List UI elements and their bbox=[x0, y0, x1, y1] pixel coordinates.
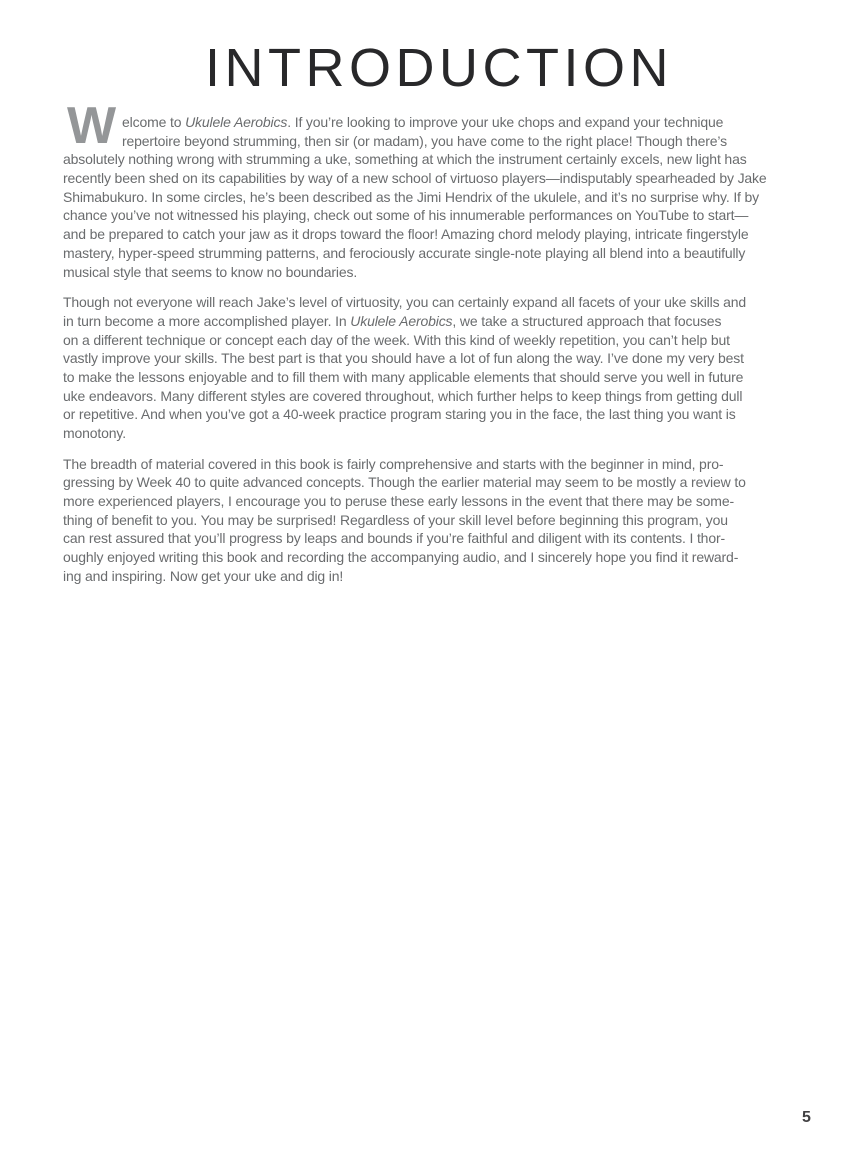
text-segment: vastly improve your skills. The best part is that you should have a lot of fun along the way. I’ve done my very best bbox=[63, 350, 744, 367]
text-segment: repertoire beyond strumming, then sir (or madam), you have come to the right place! Though there’s bbox=[122, 132, 727, 149]
text-segment: . If you’re looking to improve your uke chops and expand your technique bbox=[287, 114, 724, 130]
book-title-italic: Ukulele Aerobics bbox=[185, 114, 288, 130]
paragraph bbox=[63, 455, 815, 586]
text-line bbox=[63, 387, 815, 406]
text-line bbox=[63, 113, 815, 132]
text-segment: ing and inspiring. Now get your uke and dig in! bbox=[63, 567, 344, 584]
text-segment: more experienced players, I encourage you to peruse these early lessons in the event that there may be some- bbox=[63, 493, 734, 510]
text-segment: and be prepared to catch your jaw as it drops toward the floor! Amazing chord melody playing, intricate fingerstyle bbox=[63, 226, 749, 243]
text-line bbox=[63, 169, 815, 188]
text-line bbox=[63, 492, 815, 511]
text-segment: gressing by Week 40 to quite advanced concepts. Though the earlier material may seem to be mostly a review to bbox=[63, 474, 746, 491]
text-segment: recently been shed on its capabilities by way of a new school of virtuoso players—indisputably spearheaded by Jake bbox=[63, 170, 767, 187]
text-line bbox=[63, 312, 815, 331]
text-line bbox=[63, 529, 815, 548]
text-segment: or repetitive. And when you’ve got a 40-week practice program staring you in the face, the last thing you want is bbox=[63, 406, 736, 423]
text-line bbox=[63, 405, 815, 424]
body-text bbox=[63, 96, 815, 586]
text-segment: musical style that seems to know no boundaries. bbox=[63, 263, 358, 280]
text-line bbox=[63, 293, 815, 312]
page-number: 5 bbox=[802, 1109, 811, 1126]
page-content bbox=[63, 0, 815, 598]
text-line bbox=[63, 225, 815, 244]
text-line bbox=[63, 511, 815, 530]
text-line bbox=[63, 349, 815, 368]
text-line bbox=[63, 548, 815, 567]
text-line bbox=[63, 244, 815, 263]
text-line bbox=[63, 206, 815, 225]
text-line bbox=[63, 424, 815, 443]
text-segment: elcome to bbox=[122, 114, 186, 130]
text-segment: Shimabukuro. In some circles, he’s been described as the Jimi Hendrix of the ukulele, and it’s no surprise why. If by bbox=[63, 188, 760, 205]
text-segment: The breadth of material covered in this book is fairly comprehensive and starts with the beginner in mind, pro- bbox=[63, 455, 724, 472]
text-segment: thing of benefit to you. You may be surprised! Regardless of your skill level before beginning this program, you bbox=[63, 511, 728, 528]
text-segment: oughly enjoyed writing this book and recording the accompanying audio, and I sincerely hope you find it reward- bbox=[63, 549, 739, 566]
paragraph bbox=[63, 293, 815, 443]
text-line bbox=[63, 567, 815, 586]
text-line bbox=[63, 331, 815, 350]
text-line bbox=[63, 188, 815, 207]
text-segment: can rest assured that you’ll progress by leaps and bounds if you’re faithful and diligent with its contents. I thor- bbox=[63, 530, 725, 547]
book-title-italic: Ukulele Aerobics bbox=[350, 312, 453, 329]
text-segment: mastery, hyper-speed strumming patterns, and ferociously accurate single-note playing all blend into a beautifully bbox=[63, 244, 746, 261]
text-segment: Though not everyone will reach Jake’s level of virtuosity, you can certainly expand all facets of your uke skills and bbox=[63, 294, 747, 311]
text-line bbox=[63, 263, 815, 282]
text-segment: , we take a structured approach that focuses bbox=[452, 312, 722, 329]
paragraph bbox=[63, 96, 815, 281]
drop-cap: W bbox=[67, 96, 117, 155]
text-line bbox=[63, 473, 815, 492]
text-line bbox=[63, 368, 815, 387]
text-segment: uke endeavors. Many different styles are covered throughout, which further helps to keep things from getting dull bbox=[63, 387, 743, 404]
text-line bbox=[63, 150, 815, 169]
text-line bbox=[63, 132, 815, 151]
text-segment: on a different technique or concept each day of the week. With this kind of weekly repetition, you can’t help but bbox=[63, 331, 730, 348]
page-title: INTRODUCTION bbox=[205, 38, 673, 98]
text-segment: absolutely nothing wrong with strumming a uke, something at which the instrument certainly excels, new light has bbox=[63, 151, 747, 168]
text-segment: chance you’ve not witnessed his playing, check out some of his innumerable performances on YouTube to start— bbox=[63, 207, 749, 224]
text-segment: to make the lessons enjoyable and to fill them with many applicable elements that should serve you well in future bbox=[63, 368, 744, 385]
text-segment: in turn become a more accomplished player. In bbox=[63, 312, 351, 329]
text-segment: monotony. bbox=[63, 425, 126, 441]
text-line bbox=[63, 455, 815, 474]
